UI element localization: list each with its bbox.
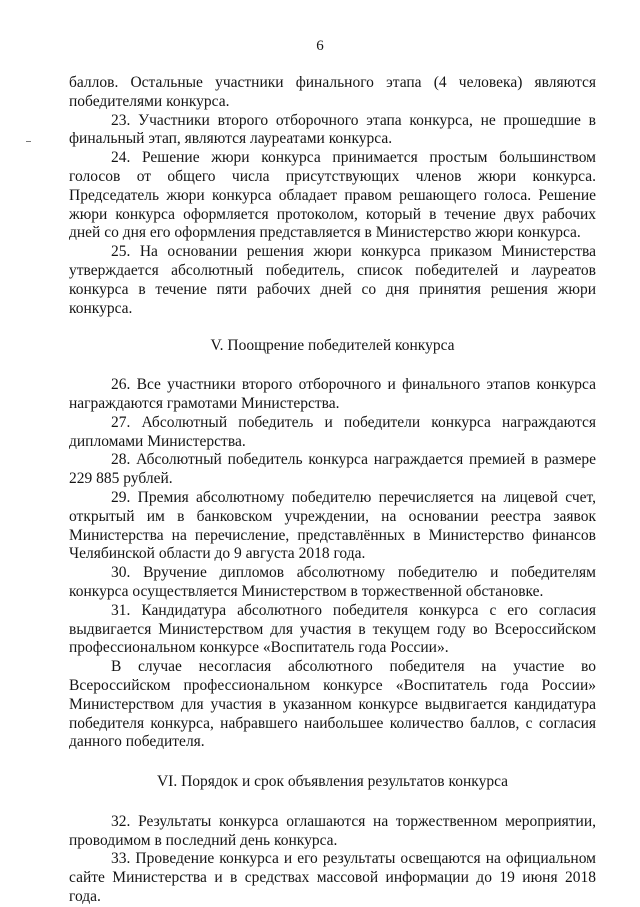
section-6-heading: VI. Порядок и срок объявления результатов конкурса xyxy=(156,773,509,791)
document-body xyxy=(69,74,596,907)
paragraph-31-refusal: В случае несогласия абсолютного победителя на участие во Всероссийском профессиональном конкурсе «Воспитатель года России» Министерством для участия в указанном конкурсе выдвигается кандидатура победителя конкурса, набравшего наибольшее количество баллов, с согласия данного победителя. xyxy=(69,658,596,751)
paragraph-23: 23. Участники второго отборочного этапа конкурса, не прошедшие в финальный этап, являются лауреатами конкурса. xyxy=(69,111,596,148)
paragraph-28: 28. Абсолютный победитель конкурса награждается премией в размере 229 885 рублей. xyxy=(69,451,596,488)
paragraph-32: 32. Результаты конкурса оглашаются на торжественном мероприятии, проводимом в последний день конкурса. xyxy=(69,812,596,849)
section-5-heading: V. Поощрение победителей конкурса xyxy=(210,337,455,355)
paragraph-31: 31. Кандидатура абсолютного победителя конкурса с его согласия выдвигается Министерством для участия в текущем году во Всероссийском профессиональном конкурсе «Воспитатель года России». xyxy=(69,601,596,657)
paragraph-24: 24. Решение жюри конкурса принимается простым большинством голосов от общего числа присутствующих членов жюри конкурса. Председатель жюри конкурса обладает правом решающего голоса. Решение жюри конкурса оформляется протоколом, который в течение двух рабочих дней со дня его оформления представляется в Министерство жюри конкурса. xyxy=(69,149,596,242)
paragraph-26: 26. Все участники второго отборочного и финального этапов конкурса награждаются грамотами Министерства. xyxy=(69,376,596,412)
paragraph-25: 25. На основании решения жюри конкурса приказом Министерства утверждается абсолютный победитель, список победителей и лауреатов конкурса в течение пяти рабочих дней со дня принятия решения жюри конкурса. xyxy=(69,243,596,317)
paragraph-27: 27. Абсолютный победитель и победители конкурса награждаются дипломами Министерства. xyxy=(69,413,596,450)
page-number: 6 xyxy=(316,38,324,54)
paragraph-29: 29. Премия абсолютному победителю перечисляется на лицевой счет, открытый им в банковском учреждении, на основании реестра заявок Министерства на перечисление, представлённых в Министерство финансов Челябинской области до 9 августа 2018 года. xyxy=(69,488,596,563)
paragraph-33: 33. Проведение конкурса и его результаты освещаются на официальном сайте Министерства и в средствах массовой информации до 19 июня 2018 года. xyxy=(69,850,596,906)
margin-mark xyxy=(26,141,31,142)
paragraph-22-continuation: баллов. Остальные участники финального этапа (4 человека) являются победителями конкурса. xyxy=(69,74,596,110)
paragraph-30: 30. Вручение дипломов абсолютному победителю и победителям конкурса осуществляется Министерством в торжественной обстановке. xyxy=(69,564,596,600)
